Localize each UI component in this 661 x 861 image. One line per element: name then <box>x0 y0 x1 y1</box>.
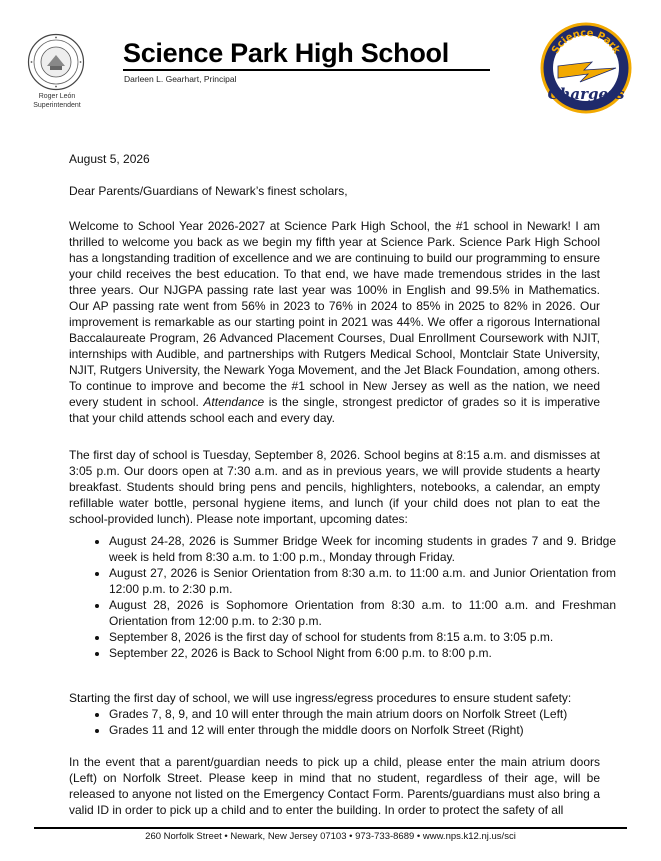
first-day-paragraph: The first day of school is Tuesday, September 8, 2026. School begins at 8:15 a.m. and dismisses at 3:05 p.m. Our doors open at 7:30 a.m. and as in previous years, we will provide students a hearty breakfast. Students should bring pens and pencils, highlighters, notebooks, a calendar, an empty refillable water bottle, personal hygiene items, and lunch (if your child does not plan to eat the school-provided lunch). Please note important, upcoming dates: <box>69 448 600 526</box>
letter-greeting: Dear Parents/Guardians of Newark’s finest scholars, <box>69 184 348 198</box>
school-name: Science Park High School <box>123 38 449 68</box>
pickup-paragraph: In the event that a parent/guardian needs to pick up a child, please enter the main atrium doors (Left) on Norfolk Street. Please keep in mind that no student, regardless of their age, will be released to anyone not listed on the Emergency Contact Form. Parents/guardians must also bring a valid ID in order to pick up a child and to enter the building. In order to protect the safety of all <box>69 755 600 817</box>
header-rule <box>123 69 490 71</box>
list-item: • August 27, 2026 is Senior Orientation from 8:30 a.m. to 11:00 a.m. and Junior Orientation from 12:00 p.m. to 2:30 p.m. <box>109 565 616 597</box>
list-item: • September 8, 2026 is the first day of school for students from 8:15 a.m. to 3:05 p.m. <box>109 629 616 645</box>
logo-top-text: Science Park <box>550 27 622 56</box>
ingress-paragraph: Starting the first day of school, we will use ingress/egress procedures to ensure student safety: <box>69 691 572 705</box>
letter-date: August 5, 2026 <box>69 152 150 166</box>
list-item: • Grades 11 and 12 will enter through the middle doors on Norfolk Street (Right) <box>109 722 616 738</box>
list-item: • Grades 7, 8, 9, and 10 will enter through the main atrium doors on Norfolk Street (Left) <box>109 706 616 722</box>
footer-address: 260 Norfolk Street • Newark, New Jersey 07103 • 973-733-8689 • www.nps.k12.nj.us/sci <box>145 831 516 842</box>
district-seal-icon <box>27 33 85 91</box>
list-item: • August 28, 2026 is Sophomore Orientation from 8:30 a.m. to 11:00 a.m. and Freshman Orientation from 12:00 p.m. to 2:30 p.m. <box>109 597 616 629</box>
attendance-emphasis: Attendance <box>203 395 265 409</box>
list-item: • August 24-28, 2026 is Summer Bridge Week for incoming students in grades 7 and 9. Bridge week is held from 8:30 a.m. to 1:00 p.m., Monday through Friday. <box>109 533 616 565</box>
welcome-text-part2: is the single, strongest predictor of grades so it is imperative that your child attends school each and every day. <box>69 395 601 425</box>
principal-name: Darleen L. Gearhart, Principal <box>124 74 237 84</box>
chargers-lightning-logo-icon <box>540 22 632 114</box>
entry-list <box>93 706 616 738</box>
superintendent-name: Roger León <box>38 93 76 100</box>
welcome-text-part1: Welcome to School Year 2026-2027 at Science Park High School, the #1 school in Newark! I am thrilled to welcome you back as we begin my fifth year at Science Park. Science Park High School has a longstanding tradition of excellence and we are continuing to build our programming to ensure your child receives the best education. To that end, we have made tremendous strides in the last three years. Our NJGPA passing rate last year was 100% in English and 99.5% in Mathematics. Our AP passing rate went from 56% in 2023 to 76% in 2024 to 85% in 2025 to 82% in 2026. Our improvement is remarkable as our starting point in 2021 was 44%. We offer a rigorous International Baccalaureate Program, 26 Advanced Placement Courses, Dual Enrollment Coursework with NJIT, internships with Audible, and partnerships with Rutgers Medical School, Montclair State University, NJIT, Rutgers University, the Newark Yoga Movement, and the Jet Black Foundation, among others. To continue to improve and become the #1 school in New Jersey as well as the nation, we need every student in school. <box>69 219 600 409</box>
list-item: • September 22, 2026 is Back to School Night from 6:00 p.m. to 8:00 p.m. <box>109 645 616 661</box>
dates-list <box>93 533 616 661</box>
superintendent-block <box>22 92 92 110</box>
welcome-paragraph <box>69 218 600 426</box>
logo-script-text: Chargers <box>547 85 625 103</box>
superintendent-title: Superintendent <box>33 102 81 109</box>
footer-rule <box>34 827 627 829</box>
